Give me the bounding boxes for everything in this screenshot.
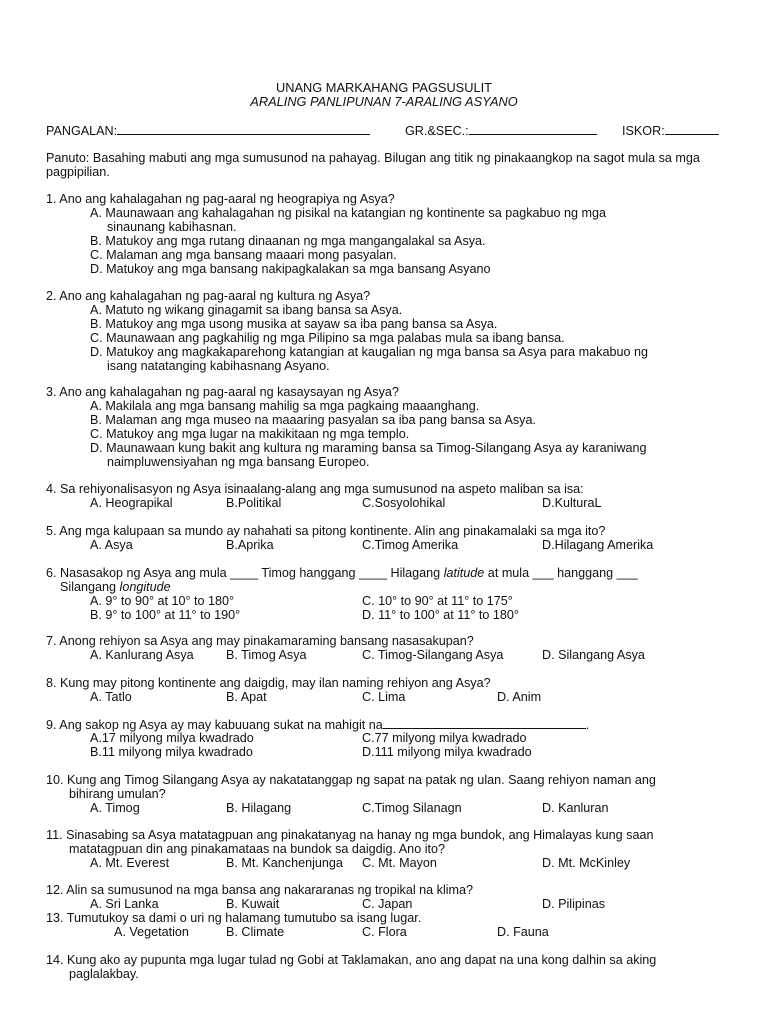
- choice-c[interactable]: C. Maunawaan ang pagkahilig ng mga Pilipino sa mga palabas mula sa ibang bansa.: [90, 331, 565, 345]
- choice-b[interactable]: B. Kuwait: [226, 897, 280, 911]
- choice-d[interactable]: D. 11° to 100° at 11° to 180°: [362, 608, 519, 622]
- name-blank[interactable]: [117, 123, 370, 135]
- instructions: Panuto: Basahing mabuti ang mga sumusunod na pahayag. Bilugan ang titik ng pinakaangkop na sagot mula sa mga pagpipilian.: [46, 151, 700, 179]
- choices-row: [46, 538, 736, 552]
- score-label: ISKOR:: [622, 124, 665, 138]
- question-stem: 4. Sa rehiyonalisasyon ng Asya isinaalang-alang ang mga sumusunod na aspeto maliban sa isa:: [46, 482, 584, 496]
- choice-c[interactable]: C. Timog-Silangang Asya: [362, 648, 504, 662]
- question-stem: 5. Ang mga kalupaan sa mundo ay nahahati sa pitong kontinente. Alin ang pinakamalaki sa mga ito?: [46, 524, 606, 538]
- choices-row: [46, 731, 736, 745]
- choice-d[interactable]: D. Anim: [497, 690, 542, 704]
- exam-title: UNANG MARKAHANG PAGSUSULIT: [276, 80, 492, 95]
- choice-c[interactable]: C. Mt. Mayon: [362, 856, 437, 870]
- question-stem: 7. Anong rehiyon sa Asya ang may pinakamaraming bansang nasasakupan?: [46, 634, 474, 648]
- choice-b[interactable]: B. Climate: [226, 925, 285, 939]
- score-field[interactable]: [622, 123, 719, 138]
- question-14: [46, 953, 736, 981]
- question-stem-cont: paglalakbay.: [69, 967, 139, 981]
- choice-a[interactable]: A. Vegetation: [114, 925, 189, 939]
- choices-row: [46, 648, 736, 662]
- choice-b[interactable]: B.Politikal: [226, 496, 282, 510]
- question-stem: 10. Kung ang Timog Silangang Asya ay nakatatanggap ng sapat na patak ng ulan. Saang rehiyon naman ang: [46, 773, 656, 787]
- choice-b[interactable]: B. Apat: [226, 690, 267, 704]
- choice-b[interactable]: B.11 milyong milya kwadrado: [90, 745, 253, 759]
- choice-d[interactable]: D.Hilagang Amerika: [542, 538, 654, 552]
- choice-c[interactable]: C. Japan: [362, 897, 413, 911]
- choice-b[interactable]: B. Malaman ang mga museo na maaaring pasyalan sa iba pang bansa sa Asya.: [90, 413, 536, 427]
- choice-d[interactable]: D. Matukoy ang mga bansang nakipagkalakan sa mga bansang Asyano: [90, 262, 491, 276]
- choice-c[interactable]: C.77 milyong milya kwadrado: [362, 731, 527, 745]
- choice-c[interactable]: C. Flora: [362, 925, 407, 939]
- question-7: [46, 634, 736, 662]
- name-label: PANGALAN:: [46, 124, 118, 138]
- question-stem-cont: Silangang longitude: [60, 580, 171, 594]
- choice-a[interactable]: A. 9° to 90° at 10° to 180°: [90, 594, 235, 608]
- grade-section-field[interactable]: [405, 123, 597, 138]
- choice-c[interactable]: C.Timog Amerika: [362, 538, 459, 552]
- question-10: [46, 773, 736, 815]
- choice-c[interactable]: C. Lima: [362, 690, 406, 704]
- choice-a[interactable]: A. Maunawaan ang kahalagahan ng pisikal na katangian ng kontinente sa pagkabuo ng mga: [90, 206, 607, 220]
- question-12: [46, 883, 736, 911]
- choices-row: [46, 856, 736, 870]
- choice-a[interactable]: A. Kanlurang Asya: [90, 648, 194, 662]
- choices-row: [46, 690, 736, 704]
- question-stem-cont: matatagpuan din ang pinakamataas na bundok sa daigdig. Ano ito?: [69, 842, 445, 856]
- choice-d[interactable]: D. Matukoy ang magkakaparehong katangian at kaugalian ng mga bansa sa Asya para makabuo ng: [90, 345, 648, 359]
- choice-a[interactable]: A. Timog: [90, 801, 140, 815]
- question-11: [46, 828, 736, 870]
- choices-row: [46, 608, 736, 622]
- choice-b[interactable]: B. Hilagang: [226, 801, 292, 815]
- question-1: [46, 192, 736, 276]
- question-3: [46, 385, 736, 469]
- choice-c[interactable]: C.Sosyolohikal: [362, 496, 446, 510]
- choice-a[interactable]: A. Sri Lanka: [90, 897, 159, 911]
- choice-d[interactable]: D. Pilipinas: [542, 897, 605, 911]
- question-6: [46, 566, 736, 622]
- question-stem: 11. Sinasabing sa Asya matatagpuan ang pinakatanyag na hanay ng mga bundok, ang Himalayas kung saan: [46, 828, 654, 842]
- choice-a[interactable]: A.17 milyong milya kwadrado: [90, 731, 254, 745]
- question-4: [46, 482, 736, 510]
- choice-b[interactable]: B. Matukoy ang mga usong musika at sayaw sa iba pang bansa sa Asya.: [90, 317, 498, 331]
- choice-b[interactable]: B. Matukoy ang mga rutang dinaanan ng mga mangangalakal sa Asya.: [90, 234, 486, 248]
- choice-d[interactable]: D.KulturaL: [542, 496, 602, 510]
- grade-label: GR.&SEC.:: [405, 124, 469, 138]
- question-2: [46, 289, 736, 373]
- choices-row: [46, 745, 736, 759]
- question-stem: 14. Kung ako ay pupunta mga lugar tulad ng Gobi at Taklamakan, ano ang dapat na una kong dalhin sa aking: [46, 953, 657, 967]
- choice-b[interactable]: B. Mt. Kanchenjunga: [226, 856, 343, 870]
- choice-c[interactable]: C.Timog Silanagn: [362, 801, 462, 815]
- choices-row: [46, 594, 736, 608]
- question-stem: 2. Ano ang kahalagahan ng pag-aaral ng kultura ng Asya?: [46, 289, 371, 303]
- choice-d[interactable]: D. Maunawaan kung bakit ang kultura ng maraming bansa sa Timog-Silangang Asya ay karaniwang: [90, 441, 647, 455]
- choice-c[interactable]: C. Matukoy ang mga lugar na makikitaan ng mga templo.: [90, 427, 410, 441]
- choice-a[interactable]: A. Matuto ng wikang ginagamit sa ibang bansa sa Asya.: [90, 303, 403, 317]
- choice-b[interactable]: B. Timog Asya: [226, 648, 307, 662]
- choice-d[interactable]: D. Kanluran: [542, 801, 609, 815]
- choice-a[interactable]: A. Mt. Everest: [90, 856, 170, 870]
- question-stem: 8. Kung may pitong kontinente ang daigdig, may ilan naming rehiyon ang Asya?: [46, 676, 491, 690]
- choice-d-cont: naimpluwensiyahan ng mga bansang Europeo.: [107, 455, 370, 469]
- choice-d[interactable]: D.111 milyong milya kwadrado: [362, 745, 532, 759]
- question-9: [46, 717, 736, 759]
- question-5: [46, 524, 736, 552]
- question-13: [46, 911, 736, 939]
- choice-d[interactable]: D. Silangang Asya: [542, 648, 645, 662]
- grade-blank[interactable]: [469, 123, 597, 135]
- question-stem: 1. Ano ang kahalagahan ng pag-aaral ng heograpiya ng Asya?: [46, 192, 395, 206]
- choice-a[interactable]: A. Makilala ang mga bansang mahilig sa mga pagkaing maaanghang.: [90, 399, 480, 413]
- name-field[interactable]: [46, 123, 370, 138]
- question-stem: 3. Ano ang kahalagahan ng pag-aaral ng kasaysayan ng Asya?: [46, 385, 399, 399]
- choice-a-cont: sinaunang kabihasnan.: [107, 220, 237, 234]
- question-stem-cont: bihirang umulan?: [69, 787, 166, 801]
- choices-row: [46, 801, 736, 815]
- choice-a[interactable]: A. Tatlo: [90, 690, 132, 704]
- choice-b[interactable]: B.Aprika: [226, 538, 274, 552]
- choice-d-cont: isang natatanging kabihasnang Asyano.: [107, 359, 330, 373]
- choice-c[interactable]: C. Malaman ang mga bansang maaari mong pasyalan.: [90, 248, 397, 262]
- choice-b[interactable]: B. 9° to 100° at 11° to 190°: [90, 608, 241, 622]
- choice-d[interactable]: D. Mt. McKinley: [542, 856, 631, 870]
- exam-subtitle: ARALING PANLIPUNAN 7-ARALING ASYANO: [250, 94, 518, 109]
- choice-c[interactable]: C. 10° to 90° at 11° to 175°: [362, 594, 513, 608]
- question-stem: 12. Alin sa sumusunod na mga bansa ang nakararanas ng tropikal na klima?: [46, 883, 474, 897]
- question-stem: 9. Ang sakop ng Asya ay may kabuuang sukat na mahigit na .: [46, 718, 590, 732]
- question-8: [46, 676, 736, 704]
- answer-blank[interactable]: [383, 717, 586, 729]
- question-stem: 13. Tumutukoy sa dami o uri ng halamang tumutubo sa isang lugar.: [46, 911, 422, 925]
- choice-d[interactable]: D. Fauna: [497, 925, 549, 939]
- question-stem: 6. Nasasakop ng Asya ang mula ____ Timog hanggang ____ Hilagang latitude at mula ___ hanggang ___: [46, 566, 638, 580]
- choice-a[interactable]: A. Asya: [90, 538, 133, 552]
- choices-row: [46, 925, 736, 939]
- choice-a[interactable]: A. Heograpikal: [90, 496, 173, 510]
- choices-row: [46, 897, 736, 911]
- score-blank[interactable]: [665, 123, 719, 135]
- choices-row: [46, 496, 736, 510]
